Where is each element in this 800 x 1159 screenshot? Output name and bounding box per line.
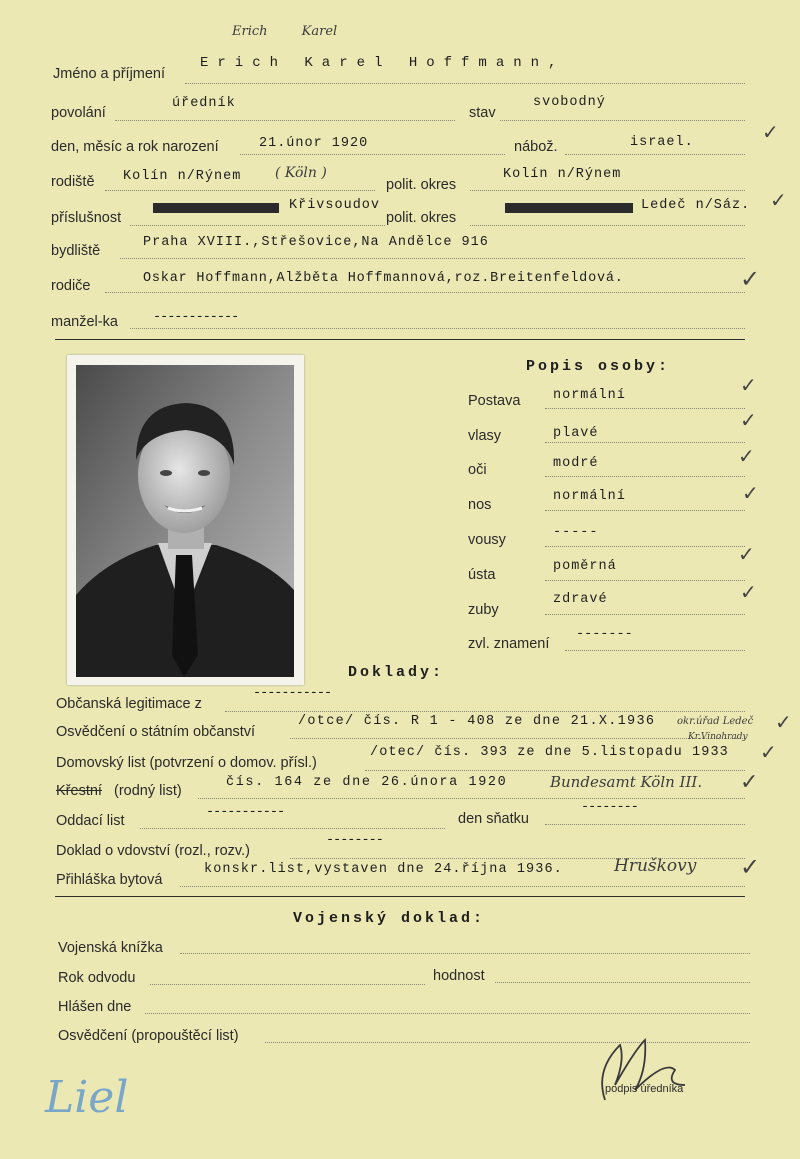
- official-signature-label: podpis úředníka: [605, 1083, 684, 1095]
- handwritten-names: Erich Karel: [232, 24, 338, 39]
- domicile-certificate-label: Domovský list (potvrzení o domov. přísl.): [56, 755, 317, 771]
- official-signature: [575, 1030, 705, 1110]
- dotted-line: [565, 154, 745, 155]
- domicile-handwritten-note: Kr.Vinohrady: [688, 732, 748, 742]
- occupation-label: povolání: [51, 105, 106, 121]
- birthplace-label: rodiště: [51, 174, 95, 190]
- parents-value: Oskar Hoffmann,Alžběta Hoffmannová,roz.Breitenfeldová.: [143, 271, 624, 286]
- domicile-certificate-value: /otec/ čís. 393 ze dne 5.listopadu 1933: [370, 745, 729, 760]
- dotted-line: [545, 546, 745, 547]
- checkmark-icon: ✓: [770, 188, 787, 212]
- portrait-photo-frame: [67, 355, 304, 685]
- birth-certificate-handwritten-note: Bundesamt Köln III.: [550, 773, 703, 791]
- dotted-line: [140, 828, 445, 829]
- dotted-line: [180, 953, 750, 954]
- beard-label: vousy: [468, 532, 506, 548]
- spouse-value: ------------: [153, 310, 239, 325]
- dotted-line: [290, 738, 745, 739]
- checkmark-icon: ✓: [740, 580, 757, 604]
- district-label: polit. okres: [386, 177, 457, 193]
- religion-value: israel.: [630, 135, 694, 150]
- checkmark-icon: ✓: [740, 408, 757, 432]
- marital-status-value: svobodný: [533, 95, 606, 110]
- parents-label: rodiče: [51, 278, 91, 294]
- nose-label: nos: [468, 497, 492, 513]
- citizenship-value: Křivsoudov: [289, 198, 381, 213]
- hair-label: vlasy: [468, 428, 502, 444]
- eyes-label: oči: [468, 462, 487, 478]
- dotted-line: [545, 510, 745, 511]
- mouth-label: ústa: [468, 567, 496, 583]
- checkmark-icon: ✓: [740, 853, 761, 881]
- birthplace-handwritten-note: ( Köln ): [275, 165, 327, 181]
- birth-date-value: 21.únor 1920: [259, 136, 369, 151]
- checkmark-icon: ✓: [740, 265, 761, 293]
- dotted-line: [565, 650, 745, 651]
- housing-registration-handwritten-note: Hruškovy: [614, 856, 697, 876]
- birth-certificate-label: (rodný list): [114, 783, 182, 799]
- civic-id-label: Občanská legitimace z: [56, 696, 202, 712]
- reported-date-label: Hlášen dne: [58, 999, 132, 1015]
- checkmark-icon: ✓: [742, 481, 759, 505]
- checkmark-icon: ✓: [738, 542, 755, 566]
- special-marks-label: zvl. znamení: [468, 636, 550, 652]
- teeth-value: zdravé: [553, 592, 608, 607]
- name-value: Erich Karel Hoffmann,: [200, 55, 566, 71]
- dotted-line: [130, 225, 385, 226]
- discharge-certificate-label: Osvědčení (propouštěcí list): [58, 1028, 239, 1044]
- citizenship-certificate-label: Osvědčení o státním občanství: [56, 724, 256, 740]
- dotted-line: [495, 982, 750, 983]
- teeth-label: zuby: [468, 602, 499, 618]
- beard-value: -----: [553, 525, 599, 540]
- spouse-label: manžel-ka: [51, 314, 118, 330]
- dotted-line: [120, 258, 745, 259]
- widowhood-document-value: --------: [326, 833, 383, 848]
- marital-status-label: stav: [469, 105, 496, 121]
- birth-date-label: den, měsíc a rok narození: [51, 139, 219, 155]
- military-booklet-label: Vojenská knížka: [58, 940, 163, 956]
- name-label: Jméno a příjmení: [53, 66, 166, 82]
- military-document-heading: Vojenský doklad:: [293, 910, 486, 927]
- checkmark-icon: ✓: [775, 710, 792, 734]
- section-divider: [55, 339, 745, 340]
- dotted-line: [105, 190, 375, 191]
- dotted-line: [240, 154, 505, 155]
- section-divider: [55, 896, 745, 897]
- bottom-left-blue-signature: Liel: [45, 1072, 129, 1123]
- portrait-photo: [76, 365, 294, 677]
- description-heading: Popis osoby:: [526, 358, 671, 375]
- housing-registration-value: konskr.list,vystaven dne 24.října 1936.: [204, 862, 563, 877]
- conscription-year-label: Rok odvodu: [58, 970, 136, 986]
- birthplace-value: Kolín n/Rýnem: [123, 169, 242, 184]
- widowhood-document-label: Doklad o vdovství (rozl., rozv.): [56, 843, 250, 859]
- checkmark-icon: ✓: [762, 120, 779, 144]
- dotted-line: [145, 1013, 750, 1014]
- hair-value: plavé: [553, 426, 599, 441]
- checkmark-icon: ✓: [738, 444, 755, 468]
- eyes-value: modré: [553, 456, 599, 471]
- citizenship-label: příslušnost: [51, 210, 122, 226]
- dotted-line: [545, 476, 745, 477]
- dotted-line: [545, 580, 745, 581]
- rank-label: hodnost: [433, 968, 485, 984]
- dotted-line: [105, 292, 745, 293]
- dotted-line: [180, 886, 745, 887]
- religion-label: nábož.: [514, 139, 558, 155]
- nose-value: normální: [553, 489, 626, 504]
- redacted-text: [153, 203, 279, 213]
- dotted-line: [545, 442, 745, 443]
- dotted-line: [470, 190, 745, 191]
- dotted-line: [365, 770, 745, 771]
- civic-id-value: -----------: [253, 686, 332, 701]
- citizenship-certificate-note: okr.úřad Ledeč: [677, 716, 754, 727]
- redacted-text: [505, 203, 633, 213]
- dotted-line: [225, 711, 745, 712]
- special-marks-value: -------: [576, 627, 633, 642]
- dotted-line: [545, 408, 745, 409]
- dotted-line: [500, 120, 745, 121]
- checkmark-icon: ✓: [740, 770, 759, 795]
- district-value-2: Ledeč n/Sáz.: [641, 198, 751, 213]
- dotted-line: [150, 984, 425, 985]
- housing-registration-label: Přihláška bytová: [56, 872, 163, 888]
- birth-certificate-struck-label: Křestní: [56, 783, 102, 799]
- dotted-line: [130, 328, 745, 329]
- district-value: Kolín n/Rýnem: [503, 167, 622, 182]
- build-label: Postava: [468, 393, 521, 409]
- dotted-line: [115, 120, 455, 121]
- dotted-line: [470, 225, 745, 226]
- dotted-line: [185, 83, 745, 84]
- dotted-line: [198, 798, 745, 799]
- marriage-certificate-label: Oddací list: [56, 813, 125, 829]
- birth-certificate-value: čís. 164 ze dne 26.února 1920: [226, 775, 508, 790]
- wedding-date-value: --------: [581, 800, 638, 815]
- dotted-line: [545, 824, 745, 825]
- build-value: normální: [553, 388, 626, 403]
- documents-heading: Doklady:: [348, 664, 445, 681]
- mouth-value: poměrná: [553, 559, 617, 574]
- residence-value: Praha XVIII.,Střešovice,Na Andělce 916: [143, 235, 489, 250]
- marriage-certificate-value: -----------: [206, 805, 285, 820]
- dotted-line: [545, 614, 745, 615]
- citizenship-certificate-value: /otce/ čís. R 1 - 408 ze dne 21.X.1936: [298, 714, 656, 729]
- checkmark-icon: ✓: [740, 373, 757, 397]
- wedding-date-label: den sňatku: [458, 811, 529, 827]
- occupation-value: úředník: [172, 96, 236, 111]
- district-label-2: polit. okres: [386, 210, 457, 226]
- checkmark-icon: ✓: [760, 740, 777, 764]
- residence-label: bydliště: [51, 243, 101, 259]
